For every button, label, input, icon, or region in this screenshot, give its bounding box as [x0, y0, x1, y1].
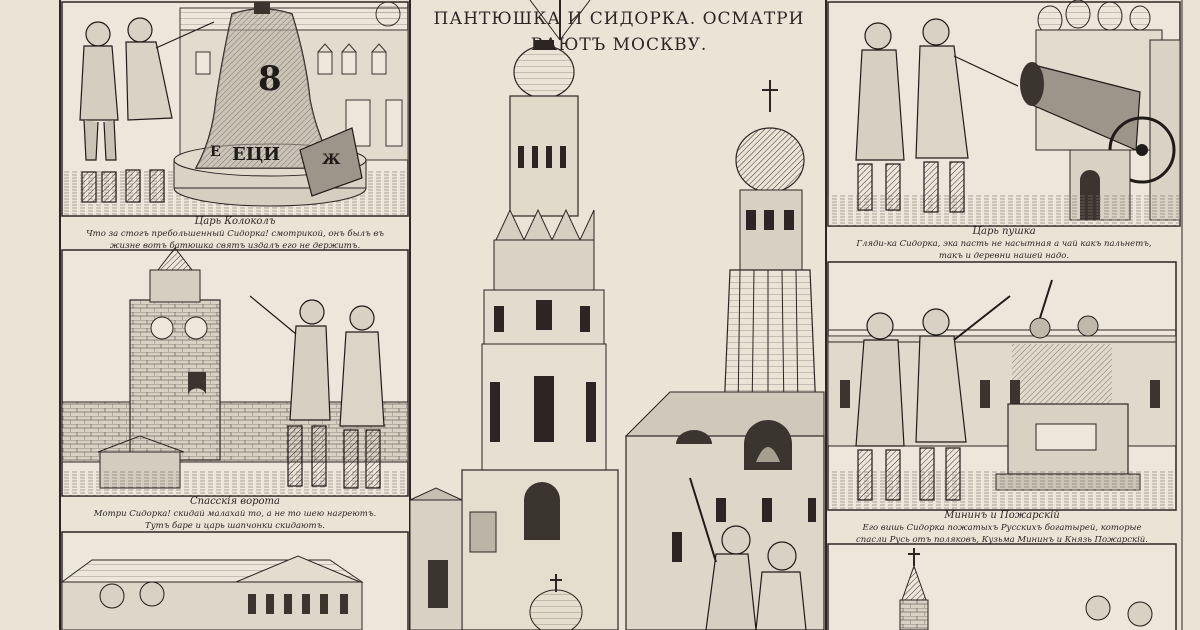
caption-line: жизне вотъ батюшка святъ издалъ его не держитъ. — [109, 241, 361, 251]
title-line-1: ПАНТЮШКА И СИДОРКА. ОСМАТРИ — [433, 9, 805, 29]
panel-bottom-right — [828, 544, 1176, 630]
caption-title: Царь Колоколъ — [194, 216, 276, 227]
bell-letter-a: 8 — [258, 59, 282, 99]
caption-line: Что за стогъ пребольшенный Сидорка! смотрикой, онъ былъ въ — [86, 229, 384, 239]
panel-tsar-bell — [62, 2, 408, 216]
caption-line: Его вишь Сидорка пожатыхъ Русскихъ богатырей, которые — [862, 523, 1142, 533]
bell-letter-b: ЕЦИ — [232, 144, 281, 165]
print-title — [412, 6, 826, 58]
caption-line: Мотри Сидорка! скидай малахай то, а не то шею нагреютъ. — [93, 509, 377, 519]
bell-letter-d: Е — [210, 144, 221, 160]
caption-spasskie — [62, 496, 408, 532]
caption-minin — [828, 510, 1176, 546]
caption-title: Спасскія ворота — [190, 496, 280, 507]
panel-spasskie — [62, 248, 408, 496]
caption-title: Царь пушка — [972, 226, 1036, 237]
caption-line: Гляди-ка Сидорка, эка пасть не насытная а чай какъ пальнетъ, — [856, 239, 1152, 249]
caption-title: Мининъ и Пожарскій — [944, 510, 1060, 521]
panel-tsar-cannon — [828, 0, 1180, 226]
panel-minin — [828, 262, 1176, 510]
caption-line: такъ и деревни нашей надо. — [938, 251, 1070, 261]
bell-letter-c: Ж — [322, 152, 341, 168]
caption-line: спасли Русь отъ поляковъ, Кузьма Мининъ и Князь Пожарскій. — [856, 535, 1148, 545]
title-line-2: ВАЮТЪ МОСКВУ. — [530, 35, 708, 55]
panel-bottom-left — [62, 532, 408, 630]
caption-tsar-bell — [62, 216, 408, 252]
caption-line: Тутъ баре и царь шапчонки скидаютъ. — [145, 521, 325, 531]
caption-tsar-cannon — [828, 226, 1180, 262]
